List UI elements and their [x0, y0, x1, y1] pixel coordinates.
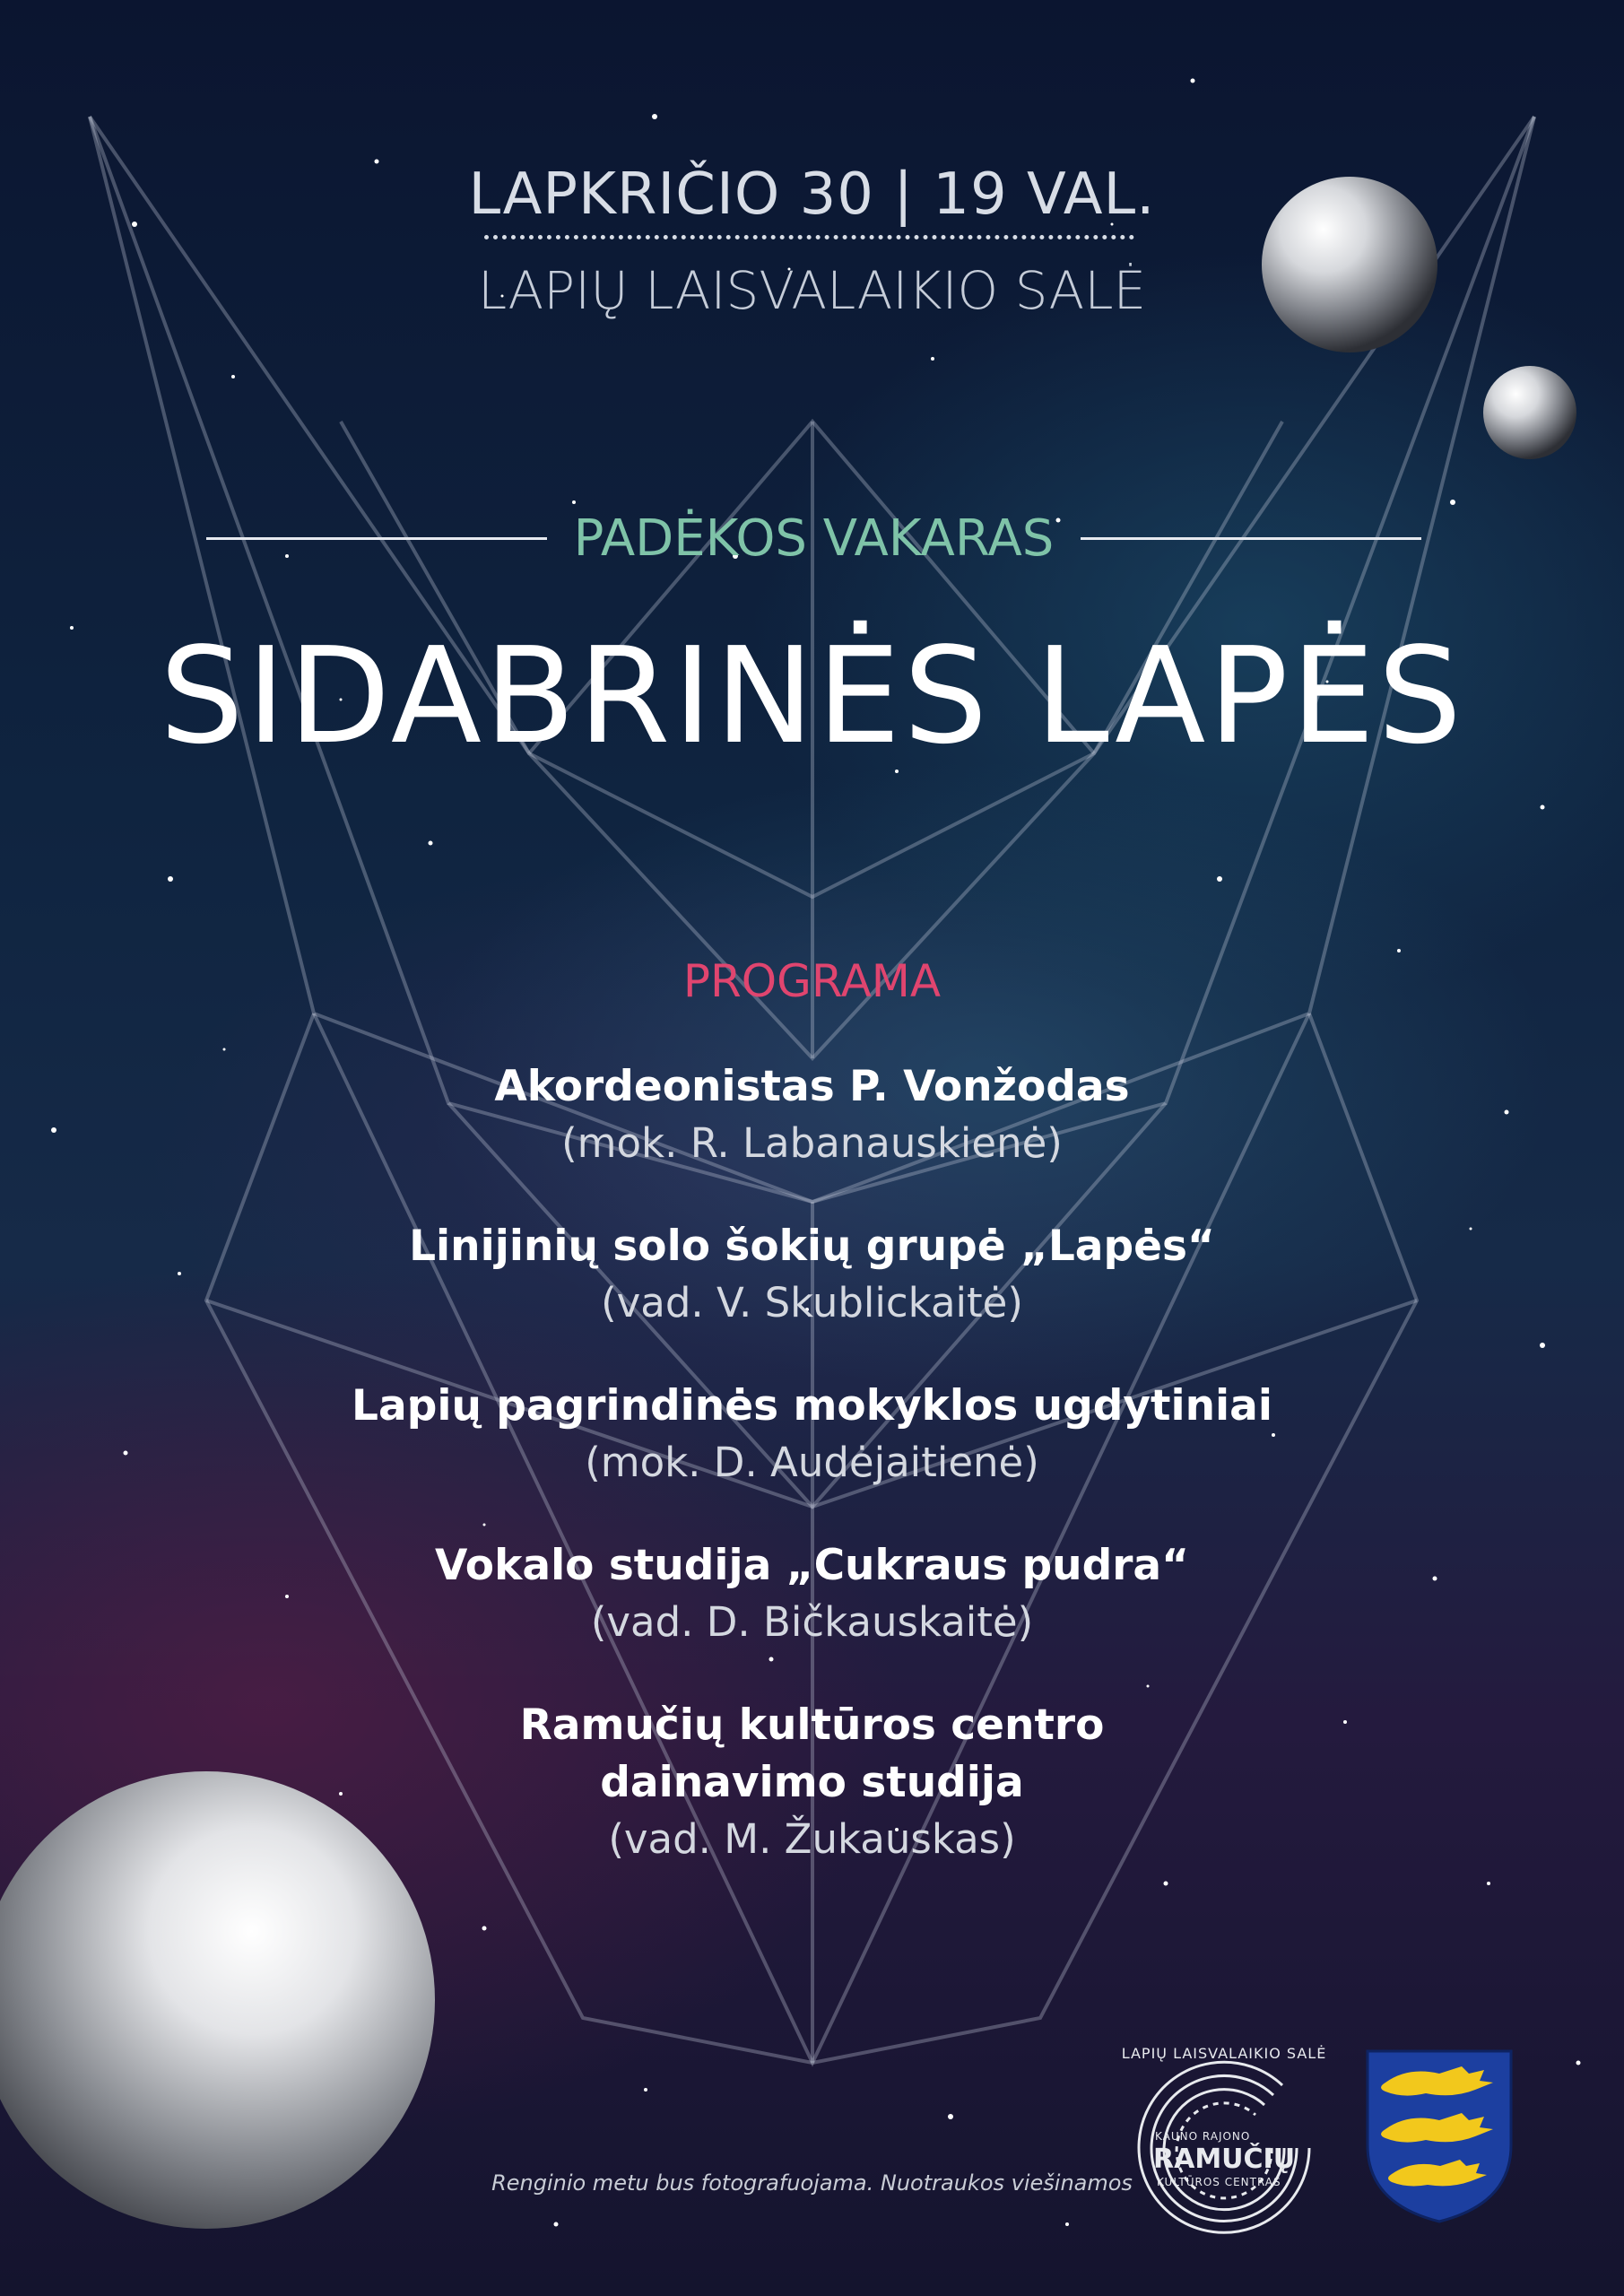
coat-of-arms-icon — [1363, 2047, 1515, 2226]
ramuciu-culture-center-logo — [1121, 2045, 1327, 2251]
event-title: SIDABRINĖS LAPĖS — [159, 619, 1465, 773]
program-item-title: Vokalo studija „Cukraus pudra“ — [435, 1541, 1189, 1590]
silver-sphere-small — [1483, 366, 1576, 459]
program-item-title: Lapių pagrindinės mokyklos ugdytiniai — [352, 1381, 1272, 1431]
program-item-leader: (vad. M. Žukauskas) — [608, 1815, 1016, 1863]
photo-notice: Renginio metu bus fotografuojama. Nuotraukos viešinamos — [491, 2170, 1133, 2196]
program-item-leader: (vad. V. Skublickaitė) — [601, 1279, 1023, 1326]
program-item — [0, 1218, 1624, 1331]
program-item-title: Linijinių solo šokių grupė „Lapės“ — [409, 1222, 1215, 1271]
logo-line2: RAMUČIŲ — [1153, 2144, 1296, 2175]
program-heading: PROGRAMA — [682, 955, 942, 1007]
subtitle-line-right — [1081, 537, 1421, 540]
event-date-time: LAPKRIČIO 30 | 19 VAL. — [468, 161, 1156, 228]
program-item — [0, 1537, 1624, 1650]
program-list — [0, 1058, 1624, 1914]
logo-line3: KULTŪROS CENTRAS — [1157, 2176, 1281, 2188]
logo-line1: KAUNO RAJONO — [1155, 2130, 1251, 2143]
program-item — [0, 1697, 1624, 1867]
subtitle-line-left — [206, 537, 547, 540]
program-item-leader: (mok. D. Audėjaitienė) — [585, 1439, 1039, 1486]
subtitle-row — [206, 509, 1421, 568]
program-item-leader: (vad. D. Bičkauskaitė) — [590, 1598, 1034, 1646]
dotted-divider — [484, 235, 1134, 239]
program-item-title: Ramučių kultūros centro dainavimo studija — [519, 1700, 1105, 1807]
event-venue: LAPIŲ LAISVALAIKIO SALĖ — [477, 260, 1147, 321]
program-item — [0, 1378, 1624, 1491]
program-item-title: Akordeonistas P. Vonžodas — [494, 1062, 1130, 1111]
event-subtitle: PADĖKOS VAKARAS — [573, 509, 1055, 568]
program-item — [0, 1058, 1624, 1171]
program-item-leader: (mok. R. Labanauskienė) — [561, 1119, 1063, 1167]
logo-ring-text: LAPIŲ LAISVALAIKIO SALĖ — [1121, 2045, 1327, 2062]
